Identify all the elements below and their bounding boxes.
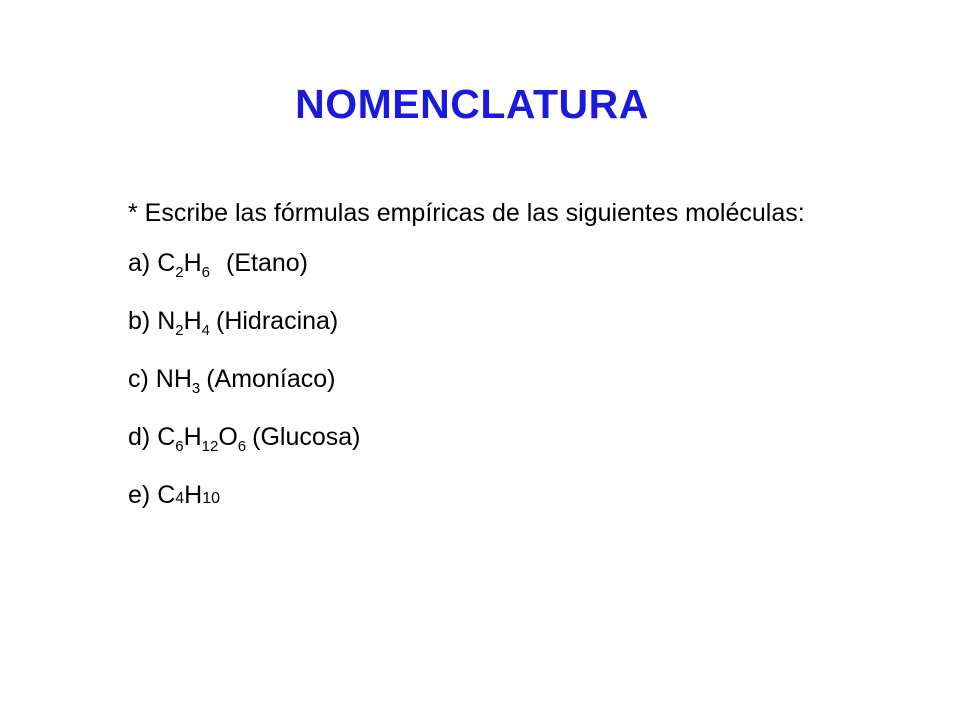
chemical-formula <box>155 365 201 397</box>
formula-element: C <box>157 481 176 509</box>
formula-element: H <box>183 423 202 451</box>
formula-subscript: 4 <box>175 490 185 507</box>
formula-element: H <box>183 307 202 335</box>
formula-subscript: 2 <box>175 264 184 281</box>
item-label: c) <box>128 365 156 393</box>
formula-subscript: 6 <box>175 438 184 455</box>
instruction-text: * Escribe las fórmulas empíricas de las siguientes moléculas: <box>128 199 805 227</box>
formula-subscript: 3 <box>191 380 201 397</box>
formula-element: C <box>157 249 176 277</box>
chemical-formula <box>157 307 210 339</box>
molecule-name: (Hidracina) <box>216 307 339 335</box>
molecule-item <box>128 420 848 454</box>
item-label: b) <box>128 307 158 335</box>
formula-subscript: 10 <box>202 490 221 507</box>
formula-element: H <box>183 249 202 277</box>
molecule-item <box>128 304 848 338</box>
formula-element: NH <box>155 365 192 393</box>
formula-subscript: 6 <box>201 264 210 281</box>
item-label: d) <box>128 423 158 451</box>
chemical-formula <box>157 481 220 509</box>
slide-body <box>128 196 848 536</box>
molecule-item <box>128 362 848 396</box>
item-label: a) <box>128 249 158 277</box>
molecule-name: (Etano) <box>226 249 308 277</box>
molecule-name: (Glucosa) <box>252 423 361 451</box>
formula-subscript: 12 <box>201 438 219 455</box>
slide-title: NOMENCLATURA <box>295 81 649 127</box>
formula-element: H <box>184 481 203 509</box>
formula-element: O <box>218 423 238 451</box>
molecule-item <box>128 478 848 512</box>
formula-subscript: 4 <box>201 322 210 339</box>
molecule-name: (Amoníaco) <box>206 365 336 393</box>
formula-subscript: 6 <box>237 438 247 455</box>
chemical-formula <box>157 249 210 281</box>
formula-element: N <box>157 307 176 335</box>
molecule-list <box>128 246 848 512</box>
formula-element: C <box>157 423 176 451</box>
item-label: e) <box>128 481 158 509</box>
formula-subscript: 2 <box>175 322 184 339</box>
molecule-item <box>128 246 848 280</box>
chemical-formula <box>157 423 247 455</box>
